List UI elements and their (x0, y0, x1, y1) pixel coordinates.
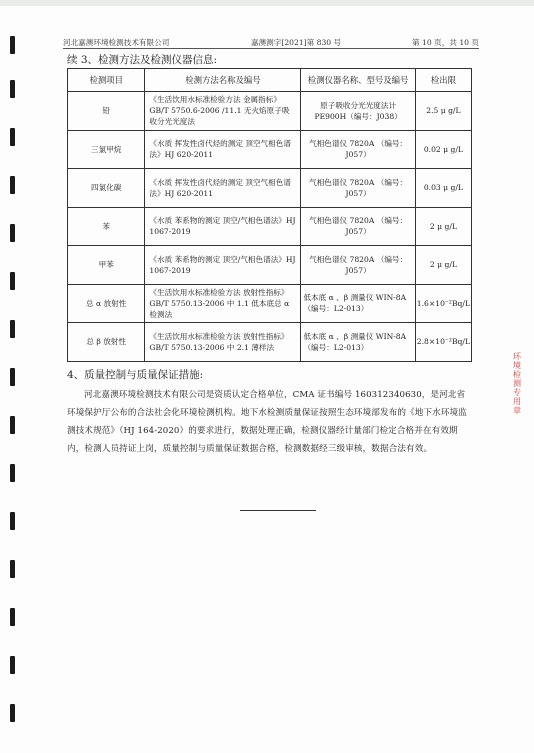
quality-paragraph: 河北嘉澳环境检测技术有限公司是资质认定合格单位，CMA 证书编号 160312340630，是河北省环境保护厅公布的合法社会化环境检测机构。地下水检测质量保证按照生态环境部发布的《地下水环境监测技术规范》（HJ 164-2020）的要求进行，数据处理正确，检测仪器经计量部门检定合格并在有效期内，检测人员持证上岗，质量控制与质量保证数据合格，检测数据经三级审核，数据合法有效。 (67, 390, 467, 454)
binding-hole (10, 512, 15, 530)
cell-item: 总 α 放射性 (68, 284, 145, 323)
cell-instrument: 气相色谱仪 7820A （编号：J057） (301, 130, 415, 169)
stamp-char: 境 (513, 361, 521, 370)
table-row (68, 92, 472, 131)
binding-hole (10, 128, 15, 146)
cell-method: 《水质 苯系物的测定 顶空/气相色谱法》HJ 1067-2019 (145, 246, 301, 285)
header-company: 河北嘉澳环境检测技术有限公司 (63, 38, 170, 47)
cell-method: 《生活饮用水标准检验方法 金属指标》 GB/T 5750.6-2006 /11.1 无火焰原子吸收分光光度法 (145, 92, 301, 131)
cell-instrument: 气相色谱仪 7820A （编号：J057） (301, 169, 415, 208)
col-header-method: 检测方法名称及编号 (145, 69, 301, 92)
binding-hole (10, 176, 15, 194)
binding-hole (10, 272, 15, 290)
cell-limit: 0.02 μ g/L (415, 130, 471, 169)
table-row (68, 284, 472, 323)
seal-stamp (509, 352, 525, 415)
stamp-char: 章 (513, 406, 521, 415)
cell-method: 《生活饮用水标准检验方法 放射性指标》GB/T 5750.13-2006 中 1.1 低本底总 α 检测法 (145, 284, 301, 323)
stamp-char: 环 (513, 352, 521, 361)
binding-hole (10, 368, 15, 386)
table-row (68, 169, 472, 208)
cell-item: 四氯化碳 (68, 169, 145, 208)
stamp-char: 专 (513, 388, 521, 397)
cell-method: 《水质 挥发性卤代烃的测定 顶空气相色谱法》HJ 620-2011 (145, 169, 301, 208)
cell-item: 总 β 放射性 (68, 323, 145, 362)
cell-method: 《水质 挥发性卤代烃的测定 顶空气相色谱法》HJ 620-2011 (145, 130, 301, 169)
cell-instrument: 气相色谱仪 7820A （编号：J057） (301, 207, 415, 246)
cell-item: 甲苯 (68, 246, 145, 285)
cell-limit: 1.6×10⁻²Bq/L (415, 284, 471, 323)
table-row (68, 323, 472, 362)
header-rule (63, 48, 479, 49)
header-doc-number: 嘉澳测字[2021]第 830 号 (251, 38, 342, 47)
cell-limit: 0.03 μ g/L (415, 169, 471, 208)
binding-hole (10, 656, 15, 674)
cell-item: 三氯甲烷 (68, 130, 145, 169)
binding-hole (10, 608, 15, 626)
section4-title: 4、质量控制与质量保证措施: (67, 369, 204, 381)
binding-hole (10, 704, 15, 722)
col-header-instrument: 检测仪器名称、型号及编号 (301, 69, 415, 92)
binding-hole (10, 80, 15, 98)
cell-instrument: 原子吸收分光光度法计 PE900H（编号：J038） (301, 92, 415, 131)
cell-instrument: 低本底 α 、β 测量仪 WIN-8A （编号：L2-013） (301, 323, 415, 362)
cell-instrument: 气相色谱仪 7820A （编号：J057） (301, 246, 415, 285)
methods-table (67, 68, 472, 362)
cell-instrument: 低本底 α 、β 测量仪 WIN-8A （编号：L2-013） (301, 284, 415, 323)
cell-limit: 2 μ g/L (415, 207, 471, 246)
top-strip (0, 0, 534, 6)
binding-hole (10, 464, 15, 482)
cell-item: 铅 (68, 92, 145, 131)
binding-hole (10, 320, 15, 338)
cell-item: 苯 (68, 207, 145, 246)
binding-hole (10, 36, 15, 54)
table-row (68, 207, 472, 246)
stamp-char: 测 (513, 379, 521, 388)
end-of-report-line (240, 510, 316, 511)
stamp-char: 检 (513, 370, 521, 379)
cell-method: 《水质 苯系物的测定 顶空/气相色谱法》HJ 1067-2019 (145, 207, 301, 246)
cell-limit: 2 μ g/L (415, 246, 471, 285)
table-header-row (68, 69, 472, 92)
cell-limit: 2.8×10⁻²Bq/L (415, 323, 471, 362)
header-page-number: 第 10 页，共 10 页 (412, 38, 479, 47)
cell-method: 《生活饮用水标准检验方法 放射性指标》GB/T 5750.13-2006 中 2.1 薄样法 (145, 323, 301, 362)
section3-title: 续 3、检测方法及检测仪器信息: (67, 54, 218, 66)
binding-hole (10, 224, 15, 242)
table-row (68, 246, 472, 285)
col-header-limit: 检出限 (415, 69, 471, 92)
stamp-char: 用 (513, 397, 521, 406)
cell-limit: 2.5 μ g/L (415, 92, 471, 131)
table-row (68, 130, 472, 169)
binding-hole (10, 560, 15, 578)
col-header-item: 检测项目 (68, 69, 145, 92)
binding-hole (10, 416, 15, 434)
